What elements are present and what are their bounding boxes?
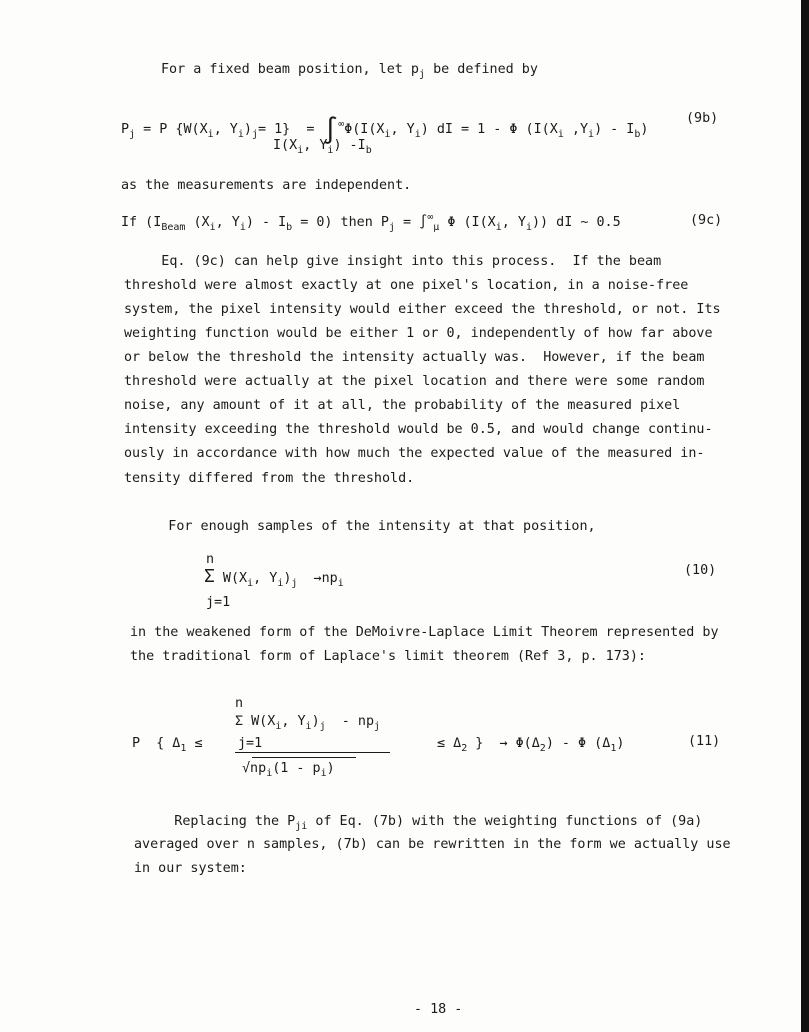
paragraph-line: intensity exceeding the threshold would be 0.5, and would change continu- bbox=[124, 422, 713, 437]
paragraph-line: the traditional form of Laplace's limit theorem (Ref 3, p. 173): bbox=[130, 649, 646, 664]
equation-number-9b: (9b) bbox=[686, 111, 719, 126]
paragraph-line: noise, any amount of it at all, the probability of the measured pixel bbox=[124, 398, 681, 413]
paragraph-line: in the weakened form of the DeMoivre-Laplace Limit Theorem represented by bbox=[130, 625, 719, 640]
equation-number-11: (11) bbox=[688, 734, 721, 749]
equation-11-left: P { $\Delta_1$ ≤ bbox=[132, 736, 203, 754]
summation-lower-limit: j=1 bbox=[238, 736, 263, 751]
radical-bar bbox=[252, 757, 356, 758]
equation-number-9c: (9c) bbox=[690, 213, 723, 228]
paragraph-line: tensity differed from the threshold. bbox=[124, 471, 415, 486]
equation-number-10: (10) bbox=[684, 563, 717, 578]
paragraph-line: ously in accordance with how much the expected value of the measured in- bbox=[124, 446, 705, 461]
page-edge bbox=[801, 0, 809, 1032]
equation-9c: If ($I_{Beam}$ ($X_i$, $Y_i) - I_b = 0$) then $P_j = \int^\infty_\mu$ Φ ($I(X_i$, $Y_i$)) dI ~ 0.5 bbox=[121, 212, 621, 233]
equation-9b: $P_j = P$ {$W(X_i$, $Y_i)_j= 1\} = \int^\infty\Phi(I(X_i$, $Y_i$) dI = 1 - Φ ($I(X_i$ $,Y_i) - I_b$) bbox=[121, 116, 649, 146]
paragraph-line: threshold were almost exactly at one pixel's location, in a noise-free bbox=[124, 278, 689, 293]
equation-11-denominator: $√np_i(1 - p_i)$ bbox=[242, 761, 335, 779]
equation-11-numerator: Σ $W(X_i$, $Y_i)_j - np_j$ bbox=[235, 714, 381, 732]
equation-10: Σ $W(X_i$, $Y_i)_j \to np_i$ bbox=[204, 566, 344, 589]
equation-11-right: ≤ $\Delta_2$ } → $\Phi(\Delta_2)$ - Φ $(\Delta_1)$ bbox=[437, 736, 625, 754]
page-number: - 18 - bbox=[414, 1002, 463, 1017]
paragraph-line: weighting function would be either 1 or 0, independently of how far above bbox=[124, 326, 713, 341]
paragraph-line: averaged over n samples, (7b) can be rewritten in the form we actually use bbox=[134, 837, 731, 852]
integral-lower-limit: $I(X_i$, $Y_i$) $-I_b$ bbox=[273, 138, 372, 156]
paragraph-line: or below the threshold the intensity actually was. However, if the beam bbox=[124, 350, 705, 365]
paragraph-line: in our system: bbox=[134, 861, 247, 876]
intro-line: For a fixed beam position, let $p_j$ be defined by bbox=[161, 62, 538, 80]
paragraph-line: threshold were actually at the pixel location and there were some random bbox=[124, 374, 705, 389]
summation-upper-limit: n bbox=[235, 696, 244, 711]
paragraph-line: system, the pixel intensity would either exceed the threshold, or not. Its bbox=[124, 302, 721, 317]
paragraph-line: Eq. (9c) can help give insight into this process. If the beam bbox=[121, 254, 662, 269]
summation-lower-limit: j=1 bbox=[206, 595, 231, 610]
paragraph-line: For enough samples of the intensity at that position, bbox=[128, 519, 596, 534]
summation-upper-limit: n bbox=[206, 552, 215, 567]
independent-line: as the measurements are independent. bbox=[121, 178, 412, 193]
paragraph-line: Replacing the $P_{ji}$ of Eq. (7b) with the weighting functions of (9a) bbox=[134, 814, 703, 832]
fraction-bar bbox=[235, 752, 390, 753]
